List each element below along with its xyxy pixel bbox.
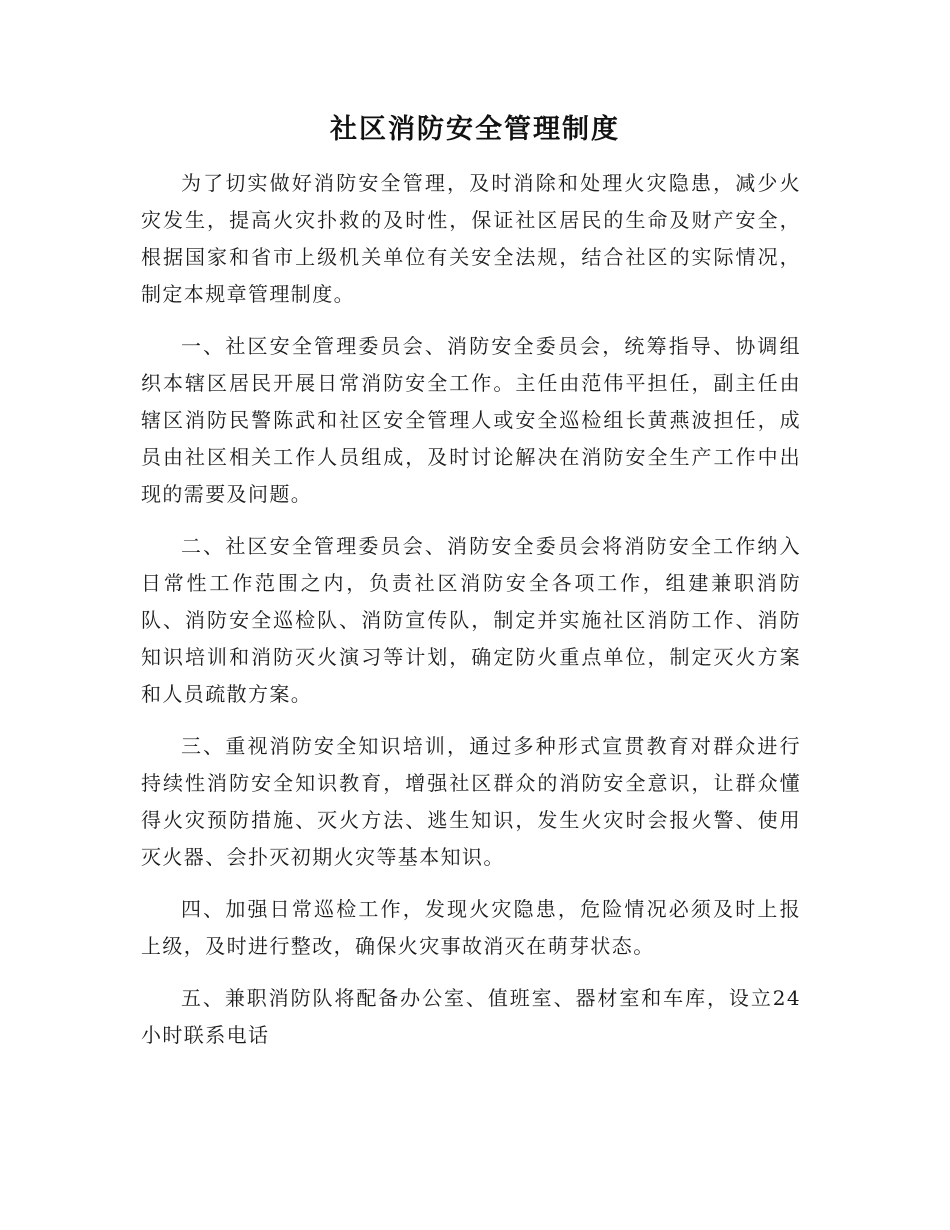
intro-paragraph: 为了切实做好消防安全管理，及时消除和处理火灾隐患，减少火灾发生，提高火灾扑救的及时性，保证社区居民的生命及财产安全，根据国家和省市上级机关单位有关安全法规，结合社区的实际情况，制定本规章管理制度。 [141,171,801,306]
clause-2-paragraph: 二、社区安全管理委员会、消防安全委员会将消防安全工作纳入日常性工作范围之内，负责社区消防安全各项工作，组建兼职消防队、消防安全巡检队、消防宣传队，制定并实施社区消防工作、消防知识培训和消防灭火演习等计划，确定防火重点单位，制定灭火方案和人员疏散方案。 [141,534,801,706]
document-body [141,165,801,1069]
clause-5-paragraph: 五、兼职消防队将配备办公室、值班室、器材室和车库，设立24小时联系电话 [141,986,801,1047]
clause-1-paragraph: 一、社区安全管理委员会、消防安全委员会，统筹指导、协调组织本辖区居民开展日常消防安全工作。主任由范伟平担任，副主任由辖区消防民警陈武和社区安全管理人或安全巡检组长黄燕波担任，成员由社区相关工作人员组成，及时讨论解决在消防安全生产工作中出现的需要及问题。 [141,334,801,506]
document-title: 社区消防安全管理制度 [330,114,620,145]
clause-4-paragraph: 四、加强日常巡检工作，发现火灾隐患，危险情况必须及时上报上级，及时进行整改，确保火灾事故消灭在萌芽状态。 [141,897,801,958]
clause-3-paragraph: 三、重视消防安全知识培训，通过多种形式宣贯教育对群众进行持续性消防安全知识教育，增强社区群众的消防安全意识，让群众懂得火灾预防措施、灭火方法、逃生知识，发生火灾时会报火警、使用灭火器、会扑灭初期火灾等基本知识。 [141,734,801,869]
